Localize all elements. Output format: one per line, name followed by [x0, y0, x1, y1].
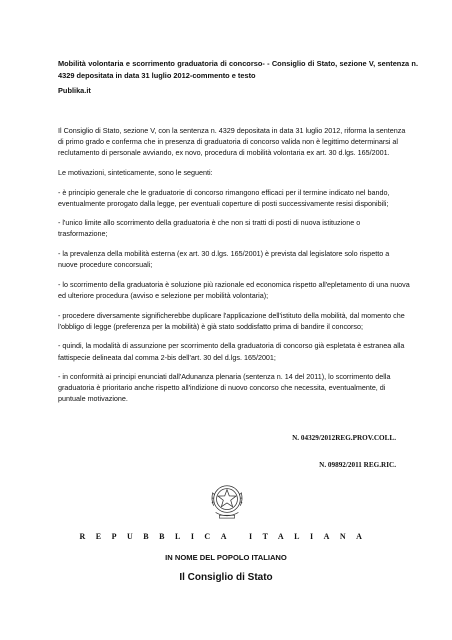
reg-prov-number: N. 04329/2012REG.PROV.COLL.: [292, 434, 396, 442]
paragraph: Il Consiglio di Stato, sezione V, con la sentenza n. 4329 depositata in data 31 luglio 2012, riforma la sentenza di primo grado e conferma che in presenza di graduatoria di concorso valida non è legittimo determinarsi al reclutamento di personale avviando, ex novo, procedura di mobilità volontaria ex art. 30 d.lgs. 165/2001.: [58, 126, 406, 158]
document-source: Publika.it: [58, 86, 91, 95]
paragraph: - in conformità ai principi enunciati dall'Adunanza plenaria (sentenza n. 14 del 2011), lo scorrimento della graduatoria è prioritario anche rispetto all'indizione di nuovo concorso che necessita, eventualmente, di puntuale motivazione.: [58, 372, 391, 404]
paragraph: - procedere diversamente significherebbe duplicare l'applicazione dell'istituto della mobilità, dal momento che l'obbligo di legge (preferenza per la mobilità) è già stato soddisfatto prima di bandire il concorso;: [58, 310, 405, 331]
paragraph: - la prevalenza della mobilità esterna (ex art. 30 d.lgs. 165/2001) è prevista dal legislatore solo rispetto a nuove procedure concorsuali;: [58, 249, 390, 270]
consiglio-heading: Il Consiglio di Stato: [179, 572, 273, 583]
paragraph: - è principio generale che le graduatorie di concorso rimangono efficaci per il termine indicato nel bando, eventualmente prorogato dalla legge, per eventuali coperture di posti successivamente resisi disponibili;: [58, 187, 390, 208]
document-title: Mobilità volontaria e scorrimento graduatoria di concorso- - Consiglio di Stato, sezione V, sentenza n. 4329 depositata in data 31 luglio 2012-commento e testo: [58, 59, 418, 80]
paragraph: - l'unico limite allo scorrimento della graduatoria è che non si tratti di posti di nuova istituzione o trasformazione;: [58, 218, 361, 239]
popolo-heading: IN NOME DEL POPOLO ITALIANO: [165, 553, 287, 562]
repubblica-heading: REPUBBLICA ITALIANA: [79, 532, 373, 541]
document-body: [58, 125, 410, 413]
paragraph: - lo scorrimento della graduatoria è soluzione più razionale ed economica rispetto all'epletamento di una nuova ed ulteriore procedura (avviso e selezione per mobilità volontaria);: [58, 279, 410, 300]
reg-ric-number: N. 09892/2011 REG.RIC.: [319, 461, 396, 469]
republic-emblem-icon: [208, 481, 246, 521]
paragraph: - quindi, la modalità di assunzione per scorrimento della graduatoria di concorso già espletata è estranea alla fattispecie delineata dal comma 2-bis dell'art. 30 del d.lgs. 165/2001;: [58, 341, 405, 362]
paragraph: Le motivazioni, sinteticamente, sono le seguenti:: [58, 167, 213, 177]
